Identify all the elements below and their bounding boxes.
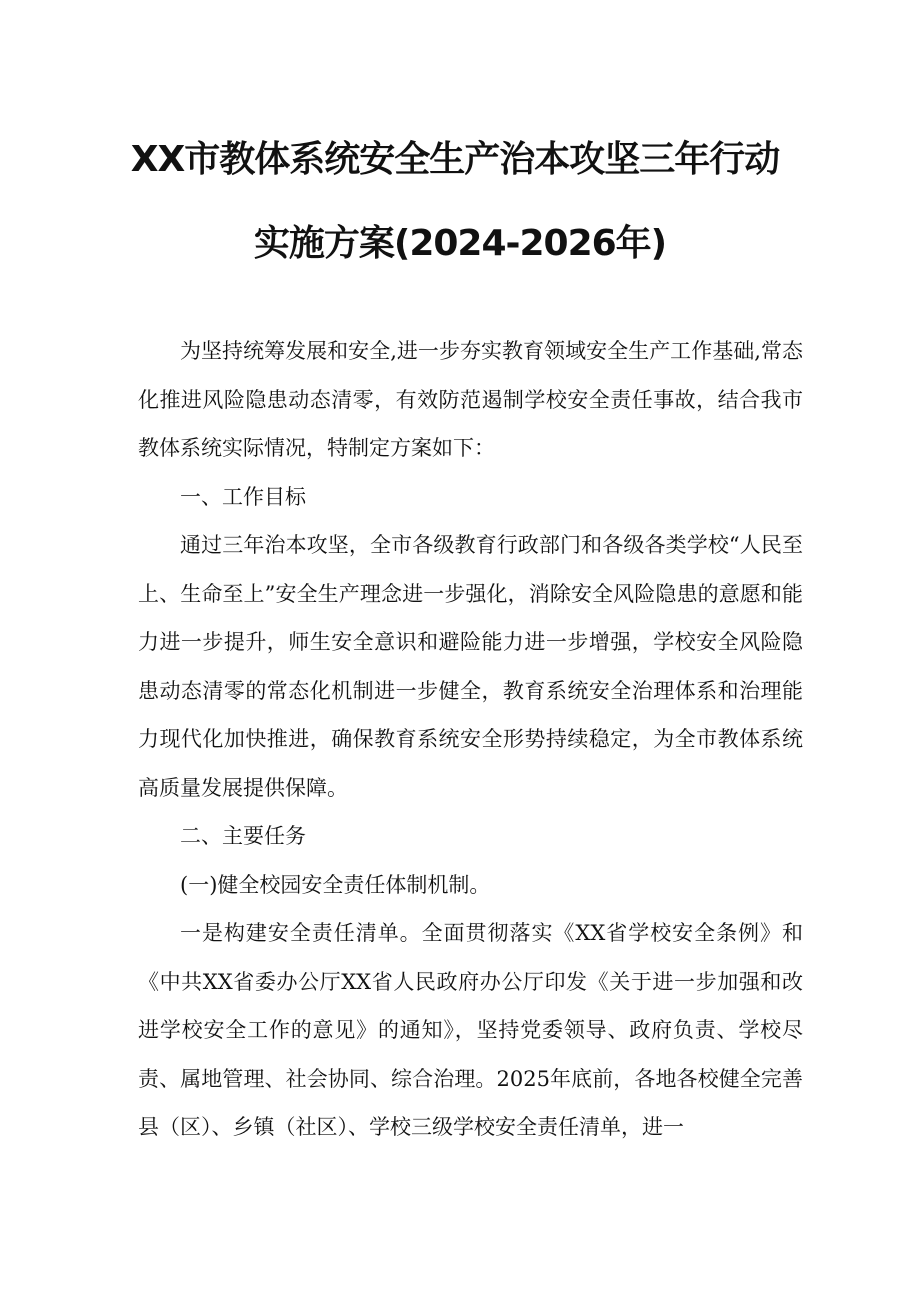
document-title-line-1: XX市教体系统安全生产治本攻坚三年行动 xyxy=(130,139,780,180)
intro-paragraph: 为坚持统筹发展和安全,进一步夯实教育领域安全生产工作基础,常态化推进风险隐患动态清零，有效防范遏制学校安全责任事故，结合我市教体系统实际情况，特制定方案如下： xyxy=(138,339,803,460)
document-title-line-2: 实施方案(2024-2026年) xyxy=(253,223,667,264)
goals-paragraph: 通过三年治本攻坚，全市各级教育行政部门和各级各类学校“人民至上、生命至上”安全生产理念进一步强化，消除安全风险隐患的意愿和能力进一步提升，师生安全意识和避险能力进一步增强，学校安全风险隐患动态清零的常态化机制进一步健全，教育系统安全治理体系和治理能力现代化加快推进，确保教育系统安全形势持续稳定，为全市教体系统高质量发展提供保障。 xyxy=(138,533,803,800)
responsibility-paragraph: 一是构建安全责任清单。全面贯彻落实《XX省学校安全条例》和《中共XX省委办公厅XX省人民政府办公厅印发《关于进一步加强和改进学校安全工作的意见》的通知》，坚持党委领导、政府负责、学校尽责、属地管理、社会协同、综合治理。2025年底前，各地各校健全完善县（区）、乡镇（社区）、学校三级学校安全责任清单，进一 xyxy=(138,921,803,1139)
section-heading-tasks: 二、主要任务 xyxy=(180,824,306,848)
section-heading-goals: 一、工作目标 xyxy=(180,484,306,509)
document-body xyxy=(138,327,803,1152)
subsection-heading-responsibility: (一)健全校园安全责任体制机制。 xyxy=(180,872,491,897)
